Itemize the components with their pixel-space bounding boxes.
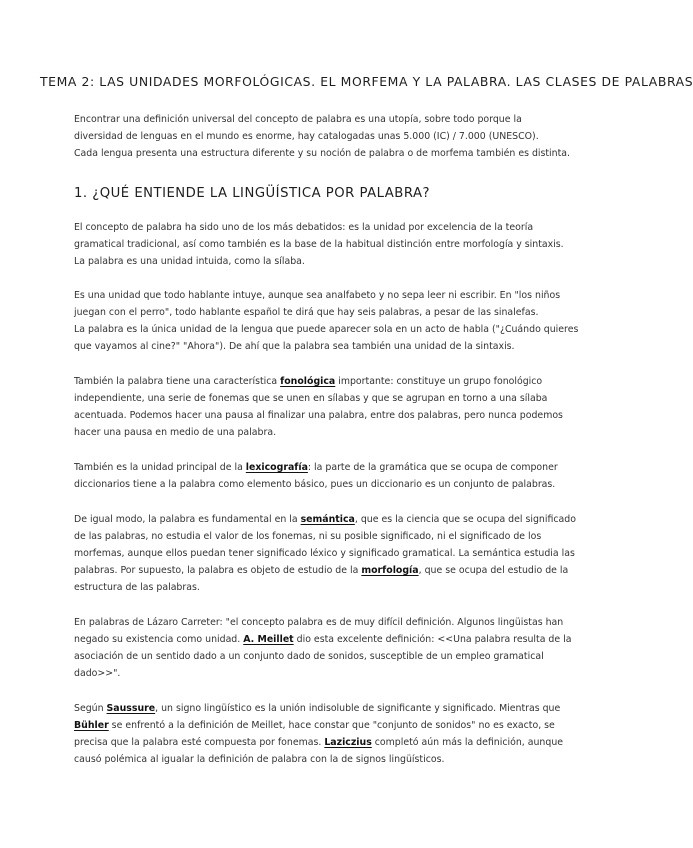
text-run: De igual modo, la palabra es fundamental en la [74, 514, 301, 525]
text-run: dio esta excelente definición: <<Una palabra resulta de la [293, 634, 572, 645]
name-buhler: Bühler [74, 720, 109, 731]
text-line: hacer una pausa en medio de una palabra. [74, 427, 277, 438]
text-line: morfemas, aunque ellos puedan tener significado léxico y significado gramatical. La semántica estudia las [74, 548, 575, 559]
text-line: acentuada. Podemos hacer una pausa al finalizar una palabra, entre dos palabras, pero nunca podemos [74, 410, 563, 421]
text-line: que vayamos al cine?" "Ahora"). De ahí que la palabra sea también una unidad de la sintaxis. [74, 341, 515, 352]
text-line: asociación de un sentido dado a un conjunto dado de sonidos, susceptible de un empleo gramatical [74, 651, 544, 662]
text-line: dado>>". [74, 668, 121, 679]
text-run: : la parte de la gramática que se ocupa de componer [307, 462, 558, 473]
text-line: El concepto de palabra ha sido uno de los más debatidos: es la unidad por excelencia de la teoría [74, 222, 534, 233]
paragraph-6 [74, 614, 572, 682]
text-line: Es una unidad que todo hablante intuye, aunque sea analfabeto y no sepa leer ni escribir. En "los niños [74, 290, 561, 301]
section-heading: 1. ¿QUÉ ENTIENDE LA LINGÜÍSTICA POR PALABRA? [74, 186, 430, 201]
name-saussure: Saussure [106, 703, 156, 714]
intro-paragraph [74, 111, 571, 162]
name-meillet: A. Meillet [243, 634, 294, 645]
term-morfologia: morfología [361, 565, 419, 576]
paragraph-1 [74, 219, 564, 270]
text-run: , que se ocupa del estudio de la [418, 565, 569, 576]
text-line: Cada lengua presenta una estructura diferente y su noción de palabra o de morfema también es distinta. [74, 148, 571, 159]
paragraph-4 [74, 459, 558, 493]
paragraph-5 [74, 511, 576, 596]
text-line: diccionarios tiene a la palabra como elemento básico, pues un diccionario es un conjunto de palabras. [74, 479, 556, 490]
term-semantica: semántica [300, 514, 355, 525]
text-line: La palabra es la única unidad de la lengua que puede aparecer sola en un acto de habla ("¿Cuándo quieres [74, 324, 579, 335]
text-line: de las palabras, no estudia el valor de los fonemas, ni su posible significado, ni el significado de los [74, 531, 542, 542]
text-line: En palabras de Lázaro Carreter: "el concepto palabra es de muy difícil definición. Algunos lingüistas han [74, 617, 564, 628]
name-laziczius: Laziczius [324, 737, 372, 748]
text-line [74, 700, 561, 717]
paragraph-7 [74, 700, 564, 768]
text-line: diversidad de lenguas en el mundo es enorme, hay catalogadas unas 5.000 (IC) / 7.000 (UNESCO). [74, 131, 539, 142]
term-fonologica: fonológica [280, 376, 336, 387]
text-run: , que es la ciencia que se ocupa del significado [354, 514, 576, 525]
text-line [74, 734, 564, 751]
text-run: palabras. Por supuesto, la palabra es objeto de estudio de la [74, 565, 362, 576]
text-line [74, 511, 576, 528]
text-line [74, 717, 555, 734]
term-lexicografia: lexicografía [245, 462, 308, 473]
text-line [74, 459, 558, 476]
text-run: importante: constituye un grupo fonológico [335, 376, 543, 387]
text-run: , un signo lingüístico es la unión indisoluble de significante y significado. Mientras que [155, 703, 561, 714]
text-line: causó polémica al igualar la definición de palabra con la de signos lingüísticos. [74, 754, 445, 765]
text-run: negado su existencia como unidad. [74, 634, 244, 645]
text-line: juegan con el perro", todo hablante español te dirá que hay seis palabras, a pesar de las sinalefas. [74, 307, 539, 318]
text-line: estructura de las palabras. [74, 582, 200, 593]
text-line [74, 631, 572, 648]
text-line: La palabra es una unidad intuida, como la sílaba. [74, 256, 305, 267]
text-run: Según [74, 703, 107, 714]
text-run: completó aún más la definición, aunque [371, 737, 564, 748]
paragraph-3 [74, 373, 563, 441]
text-line: Encontrar una definición universal del concepto de palabra es una utopía, sobre todo porque la [74, 114, 522, 125]
document-title: TEMA 2: LAS UNIDADES MORFOLÓGICAS. EL MORFEMA Y LA PALABRA. LAS CLASES DE PALABRAS [40, 74, 693, 89]
text-line: independiente, una serie de fonemas que se unen en sílabas y que se agrupan en torno a una sílaba [74, 393, 548, 404]
text-line [74, 373, 543, 390]
text-run: precisa que la palabra esté compuesta por fonemas. [74, 737, 325, 748]
text-run: se enfrentó a la definición de Meillet, hace constar que "conjunto de sonidos" no es exacto, se [108, 720, 555, 731]
paragraph-2 [74, 287, 579, 355]
text-run: También la palabra tiene una característica [74, 376, 281, 387]
text-run: También es la unidad principal de la [74, 462, 246, 473]
text-line [74, 562, 569, 579]
text-line: gramatical tradicional, así como también es la base de la habitual distinción entre morfología y sintaxis. [74, 239, 564, 250]
